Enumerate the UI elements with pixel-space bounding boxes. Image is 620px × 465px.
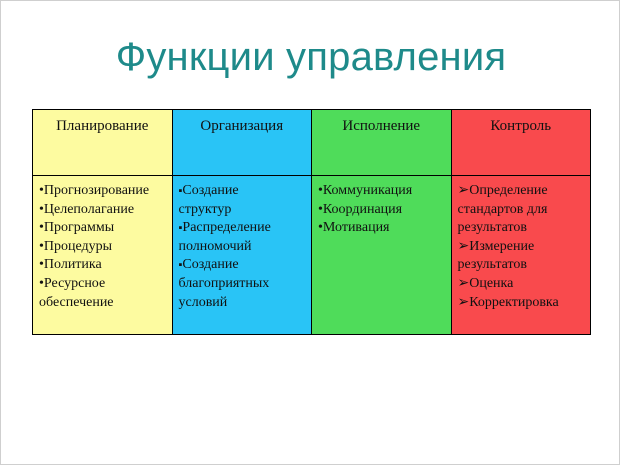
functions-table: [32, 109, 591, 335]
list-item: ▪Создание: [178, 257, 239, 273]
header-control: Контроль: [451, 110, 591, 176]
list-item: •Программы: [39, 220, 115, 236]
header-execution: Исполнение: [312, 110, 452, 176]
list-item: •Прогнозирование: [39, 183, 150, 198]
list-item: ➢Измерение: [457, 238, 535, 254]
list-item: •Политика: [39, 257, 102, 273]
slide-title: Функции управления: [115, 35, 507, 79]
list-item: ➢Оценка: [457, 275, 514, 291]
list-item-continuation: стандартов для: [457, 201, 548, 217]
list-item-continuation: полномочий: [178, 238, 252, 254]
header-planning: Планирование: [33, 110, 173, 176]
table-body-row: [33, 176, 591, 335]
list-item-continuation: условий: [178, 294, 228, 310]
list-item-continuation: обеспечение: [39, 294, 114, 310]
list-item: ▪Создание: [178, 183, 239, 198]
table-header-row: [33, 110, 591, 176]
list-item: •Коммуникация: [318, 183, 413, 198]
list-item: •Процедуры: [39, 238, 113, 254]
column-execution: [312, 176, 452, 335]
list-item-continuation: результатов: [457, 220, 528, 236]
list-item-continuation: благоприятных: [178, 275, 270, 291]
list-item: •Мотивация: [318, 220, 390, 236]
list-item: •Ресурсное: [39, 275, 106, 291]
column-planning: [33, 176, 173, 335]
header-organization: Организация: [172, 110, 312, 176]
list-item-continuation: структур: [178, 201, 232, 217]
list-item: •Координация: [318, 201, 403, 217]
list-item: ➢Определение: [457, 183, 548, 198]
list-item: •Целеполагание: [39, 201, 135, 217]
list-item: ▪Распределение: [178, 220, 271, 236]
list-item: ➢Корректировка: [457, 294, 559, 310]
column-control: [451, 176, 591, 335]
list-item-continuation: результатов: [457, 257, 528, 273]
column-organization: [172, 176, 312, 335]
